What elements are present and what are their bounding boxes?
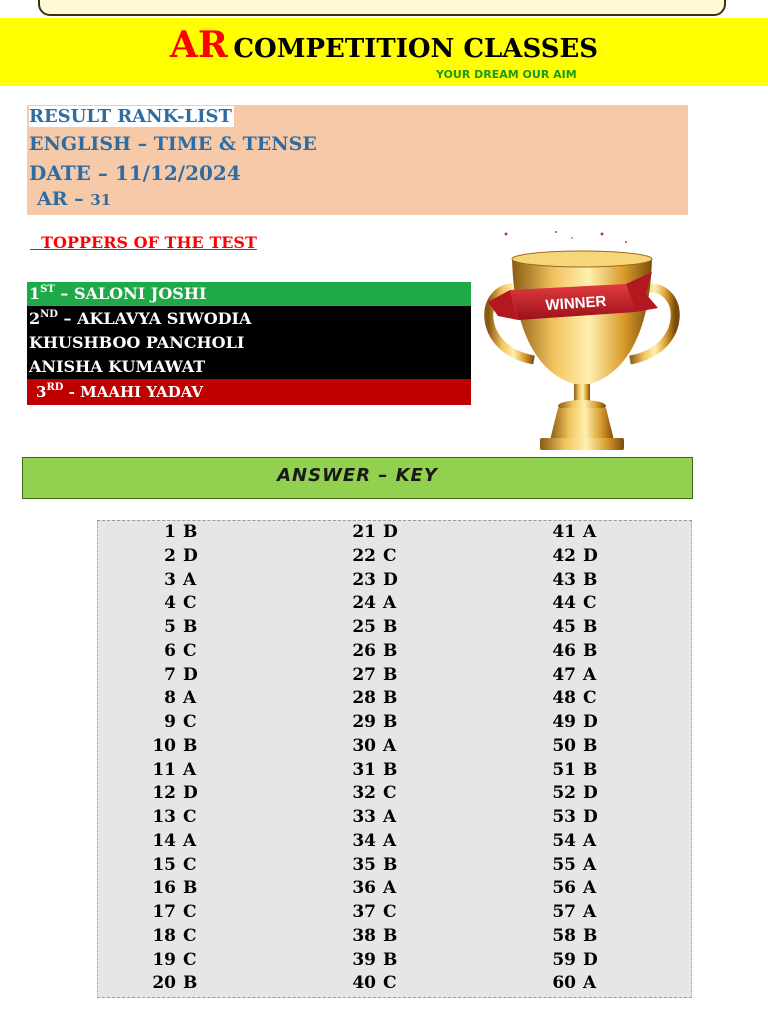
question-number: 2: [164, 545, 176, 566]
question-number: 47: [552, 664, 576, 685]
test-code-prefix: AR: [37, 188, 68, 210]
answer-item: [336, 807, 405, 827]
trophy-icon: [476, 228, 688, 454]
answer-item: [336, 878, 405, 898]
answer-item: [136, 950, 205, 970]
question-number: 41: [552, 522, 576, 542]
answer-letter: B: [383, 949, 398, 970]
answer-letter: A: [183, 759, 197, 780]
answer-letter: B: [383, 925, 398, 946]
question-number: 43: [552, 569, 576, 590]
question-number: 54: [552, 830, 576, 851]
question-number: 42: [552, 545, 576, 566]
question-number: 31: [352, 759, 376, 780]
tagline: YOUR DREAM OUR AIM: [436, 68, 577, 81]
answer-letter: C: [383, 545, 397, 566]
question-number: 16: [152, 878, 176, 899]
answer-letter: A: [583, 830, 597, 851]
result-title: RESULT RANK-LIST: [29, 106, 232, 127]
answer-letter: D: [183, 545, 198, 566]
answer-item: [136, 831, 205, 851]
answer-letter: A: [383, 807, 397, 827]
brand-title: [0, 24, 768, 66]
answer-item: [136, 688, 205, 708]
answer-letter: D: [183, 664, 198, 685]
answer-item: [536, 617, 605, 637]
answer-letter: A: [183, 569, 197, 590]
answer-letter: C: [383, 902, 397, 922]
answer-item: [536, 950, 605, 970]
answer-letter: C: [383, 973, 397, 994]
question-number: 33: [352, 807, 376, 827]
answer-letter: A: [383, 593, 397, 614]
answer-letter: B: [183, 878, 198, 899]
question-number: 39: [352, 949, 376, 970]
question-number: 4: [164, 593, 176, 614]
question-number: 30: [352, 735, 376, 756]
answer-letter: C: [183, 807, 197, 827]
answer-item: [536, 712, 605, 732]
question-number: 52: [552, 783, 576, 804]
question-number: 53: [552, 807, 576, 827]
answer-letter: D: [183, 783, 198, 804]
answer-item: [336, 736, 405, 756]
answer-item: [336, 973, 405, 993]
toppers-heading-text: TOPPERS OF THE TEST: [41, 233, 257, 252]
answer-item: [136, 617, 205, 637]
answer-letter: A: [383, 735, 397, 756]
rank-first-suffix: ST: [40, 284, 55, 295]
answer-letter: C: [183, 902, 197, 922]
answer-letter: C: [183, 640, 197, 661]
brand-name: COMPETITION CLASSES: [233, 34, 599, 64]
answer-letter: C: [183, 925, 197, 946]
answer-item: [536, 641, 605, 661]
answer-letter: C: [183, 593, 197, 614]
answer-item: [536, 736, 605, 756]
answer-item: [136, 855, 205, 875]
answer-item: [336, 926, 405, 946]
question-number: 10: [152, 735, 176, 756]
question-number: 14: [152, 830, 176, 851]
question-number: 34: [352, 830, 376, 851]
answer-item: [536, 878, 605, 898]
answer-item: [336, 950, 405, 970]
answer-item: [536, 760, 605, 780]
answer-item: [136, 593, 205, 613]
answer-item: [336, 522, 405, 542]
answer-letter: A: [583, 878, 597, 899]
rank-third-suffix: RD: [46, 382, 64, 393]
answer-item: [336, 665, 405, 685]
answer-letter: D: [583, 949, 598, 970]
answer-item: [136, 760, 205, 780]
answer-letter: C: [583, 688, 597, 709]
question-number: 27: [352, 664, 376, 685]
answer-item: [136, 641, 205, 661]
answer-item: [136, 973, 205, 993]
answer-item: [136, 783, 205, 803]
answer-item: [536, 546, 605, 566]
answer-item: [136, 546, 205, 566]
answer-item: [536, 783, 605, 803]
rank-second-name: – AKLAVYA SIWODIA: [57, 309, 252, 328]
answer-item: [336, 593, 405, 613]
question-number: 19: [152, 949, 176, 970]
answer-letter: B: [383, 712, 398, 732]
question-number: 18: [152, 925, 176, 946]
answer-item: [536, 665, 605, 685]
answer-item: [136, 807, 205, 827]
question-number: 8: [164, 688, 176, 709]
answer-item: [136, 522, 205, 542]
answer-letter: B: [383, 854, 398, 875]
question-number: 57: [552, 902, 576, 922]
answer-item: [136, 736, 205, 756]
question-number: 6: [164, 640, 176, 661]
answer-key-title: ANSWER – KEY: [277, 465, 438, 486]
answer-item: [136, 570, 205, 590]
answer-item: [536, 831, 605, 851]
answer-letter: A: [583, 973, 597, 994]
answer-item: [536, 570, 605, 590]
question-number: 35: [352, 854, 376, 875]
answer-letter: A: [383, 878, 397, 899]
answer-item: [336, 855, 405, 875]
answer-letter: B: [383, 688, 398, 709]
rank-first-name: – SALONI JOSHI: [54, 284, 207, 303]
answer-item: [136, 712, 205, 732]
answer-letter: D: [383, 522, 398, 542]
test-code-line: [37, 188, 111, 210]
answer-item: [336, 570, 405, 590]
question-number: 28: [352, 688, 376, 709]
answer-item: [336, 641, 405, 661]
answer-item: [136, 665, 205, 685]
answer-item: [536, 522, 605, 542]
answer-letter: B: [583, 569, 598, 590]
answer-item: [336, 546, 405, 566]
question-number: 36: [352, 878, 376, 899]
question-number: 9: [164, 712, 176, 732]
question-number: 13: [152, 807, 176, 827]
question-number: 37: [352, 902, 376, 922]
rank-third-number: 3: [36, 383, 47, 401]
rank-third-name: - MAAHI YADAV: [63, 383, 203, 401]
question-number: 59: [552, 949, 576, 970]
winner-text: WINNER: [545, 292, 607, 315]
answer-item: [536, 688, 605, 708]
answer-letter: D: [583, 712, 598, 732]
question-number: 50: [552, 735, 576, 756]
answer-letter: A: [583, 664, 597, 685]
question-number: 12: [152, 783, 176, 804]
answer-item: [536, 807, 605, 827]
question-number: 26: [352, 640, 376, 661]
answer-letter: C: [583, 593, 597, 614]
rank-second-extra-2: ANISHA KUMAWAT: [27, 355, 471, 379]
answer-item: [136, 878, 205, 898]
question-number: 15: [152, 854, 176, 875]
question-number: 21: [352, 522, 376, 542]
question-number: 25: [352, 617, 376, 637]
answer-item: [136, 902, 205, 922]
answer-letter: B: [383, 640, 398, 661]
answer-letter: A: [583, 522, 597, 542]
rank-first: [27, 282, 471, 306]
question-number: 58: [552, 925, 576, 946]
answer-item: [536, 593, 605, 613]
answer-letter: B: [583, 925, 598, 946]
answer-letter: D: [583, 807, 598, 827]
answer-letter: B: [583, 735, 598, 756]
answer-letter: D: [583, 545, 598, 566]
subject-line: ENGLISH – TIME & TENSE: [29, 133, 317, 155]
question-number: 17: [152, 902, 176, 922]
answer-letter: D: [383, 569, 398, 590]
question-number: 1: [164, 522, 176, 542]
answer-letter: A: [183, 688, 197, 709]
answer-item: [536, 902, 605, 922]
rank-first-number: 1: [29, 284, 41, 303]
rank-second-number: 2: [29, 309, 41, 328]
trophy-sparkles: [505, 231, 628, 243]
question-number: 24: [352, 593, 376, 614]
brand-prefix: AR: [169, 24, 228, 66]
question-number: 44: [552, 593, 576, 614]
answer-letter: B: [583, 640, 598, 661]
question-number: 7: [164, 664, 176, 685]
answer-letter: B: [183, 973, 198, 994]
question-number: 46: [552, 640, 576, 661]
answer-letter: B: [583, 617, 598, 637]
answer-letter: C: [183, 712, 197, 732]
question-number: 51: [552, 759, 576, 780]
question-number: 5: [164, 617, 176, 637]
answer-letter: A: [583, 902, 597, 922]
answer-item: [336, 760, 405, 780]
question-number: 49: [552, 712, 576, 732]
answer-letter: B: [183, 735, 198, 756]
question-number: 29: [352, 712, 376, 732]
question-number: 32: [352, 783, 376, 804]
question-number: 3: [164, 569, 176, 590]
question-number: 56: [552, 878, 576, 899]
answer-letter: B: [383, 617, 398, 637]
answer-letter: D: [583, 783, 598, 804]
answer-item: [336, 617, 405, 637]
answer-item: [536, 855, 605, 875]
question-number: 11: [152, 759, 176, 780]
answer-item: [336, 831, 405, 851]
rank-second-extra-1: KHUSHBOO PANCHOLI: [27, 331, 471, 355]
question-number: 48: [552, 688, 576, 709]
question-number: 40: [352, 973, 376, 994]
rank-second: [27, 306, 471, 331]
answer-letter: A: [183, 830, 197, 851]
answer-letter: B: [383, 664, 398, 685]
toppers-heading: [30, 233, 257, 252]
answer-item: [536, 973, 605, 993]
question-number: 20: [152, 973, 176, 994]
answer-letter: B: [183, 617, 198, 637]
question-number: 38: [352, 925, 376, 946]
answer-item: [336, 783, 405, 803]
answer-item: [336, 712, 405, 732]
question-number: 60: [552, 973, 576, 994]
answer-letter: B: [383, 759, 398, 780]
question-number: 22: [352, 545, 376, 566]
answer-item: [336, 902, 405, 922]
answer-letter: A: [383, 830, 397, 851]
test-code-sep: –: [67, 188, 91, 210]
question-number: 45: [552, 617, 576, 637]
rank-second-suffix: ND: [40, 309, 58, 320]
answer-letter: C: [383, 783, 397, 804]
answer-item: [536, 926, 605, 946]
answer-letter: C: [183, 854, 197, 875]
question-number: 23: [352, 569, 376, 590]
answer-item: [136, 926, 205, 946]
date-line: DATE – 11/12/2024: [29, 161, 241, 185]
answer-letter: B: [183, 522, 198, 542]
question-number: 55: [552, 854, 576, 875]
answer-item: [336, 688, 405, 708]
answer-letter: A: [583, 854, 597, 875]
test-code-number: 31: [90, 191, 112, 209]
answer-letter: C: [183, 949, 197, 970]
answer-letter: B: [583, 759, 598, 780]
top-frame: [38, 0, 726, 16]
rank-third: [27, 379, 471, 405]
